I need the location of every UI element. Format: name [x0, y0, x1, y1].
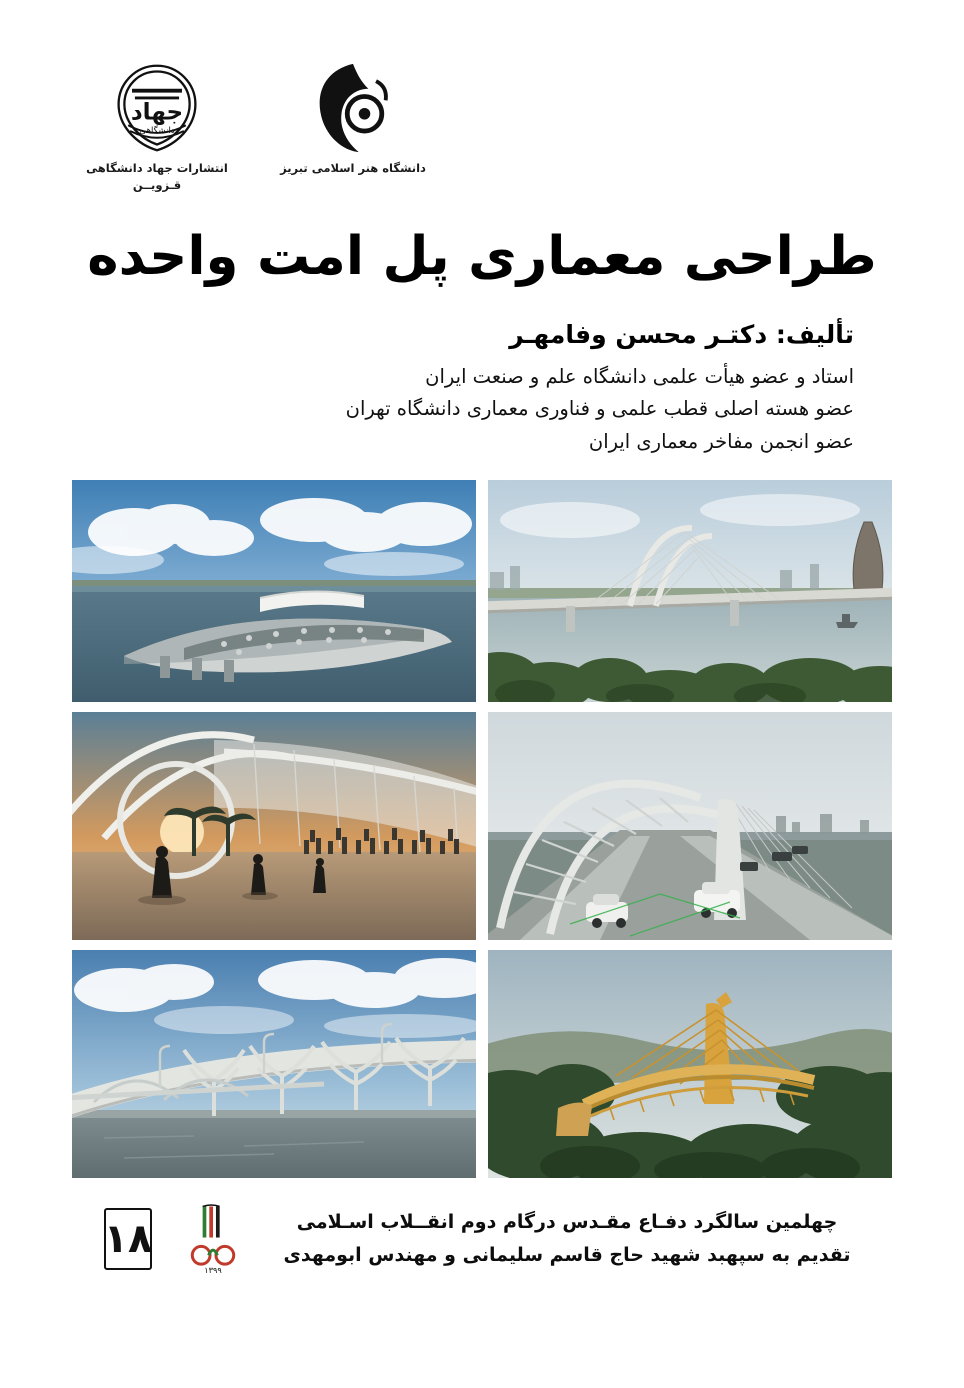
gallery-image-island-terminal-aerial [72, 480, 476, 702]
dedication-line: چهلمین سالگرد دفـاع مقـدس درگام دوم انقــلاب اسـلامی [296, 1210, 838, 1233]
author-affiliation: استاد و عضو هیأت علمی دانشگاه علم و صنعت ایران [425, 365, 854, 389]
publisher-caption-line: دانشگاه هنر اسلامی تبریز [280, 161, 426, 175]
gallery-image-cable-stayed-bridge-river [488, 480, 892, 702]
jahad-daneshgahi-emblem-icon [109, 60, 205, 156]
author-block [72, 320, 892, 458]
gallery-image-arch-bridge-traffic [488, 712, 892, 940]
dedication-text [268, 1206, 866, 1273]
tabriz-islamic-art-university-emblem-icon [305, 60, 401, 156]
gallery-image-tree-column-bridge-sky [72, 950, 476, 1178]
cover-image-grid [72, 480, 892, 1178]
cover-footer [72, 1202, 892, 1276]
publisher-logo-jahad-caption [86, 160, 228, 195]
publisher-logo-tabriz [268, 60, 438, 177]
publisher-logo-row [72, 60, 892, 210]
gallery-image-plaza-canopy-sunset [72, 712, 476, 940]
defa-moghaddas-40th-anniversary-icon [176, 1202, 250, 1276]
publisher-caption-line: انتشارات جهاد دانشگاهی [86, 161, 228, 175]
volume-number-badge [98, 1206, 158, 1272]
author-name: تألیف: دکتـر محسن وفامهـر [509, 320, 854, 350]
publisher-logo-jahad [72, 60, 242, 195]
volume-number-text: ۱۸ [103, 1215, 153, 1262]
author-affiliation: عضو انجمن مفاخر معماری ایران [588, 429, 854, 453]
gallery-image-golden-bridge-forest [488, 950, 892, 1178]
svg-text:جهاد: جهاد [130, 99, 184, 126]
svg-text:دانشگاهی: دانشگاهی [139, 125, 175, 136]
svg-text:۱۳۹۹: ۱۳۹۹ [204, 1264, 222, 1275]
dedication-line: تقدیم به سپهبد شهید حاج قاسم سلیمانی و مهندس ابومهدی [283, 1243, 851, 1266]
book-title: طراحی معماری پل امت واحده [87, 226, 877, 287]
publisher-logo-tabriz-caption [280, 160, 426, 177]
author-affiliation: عضو هسته اصلی قطب علمی و فناوری معماری دانشگاه تهران [345, 397, 854, 421]
publisher-caption-line: قـزویــن [132, 178, 182, 193]
